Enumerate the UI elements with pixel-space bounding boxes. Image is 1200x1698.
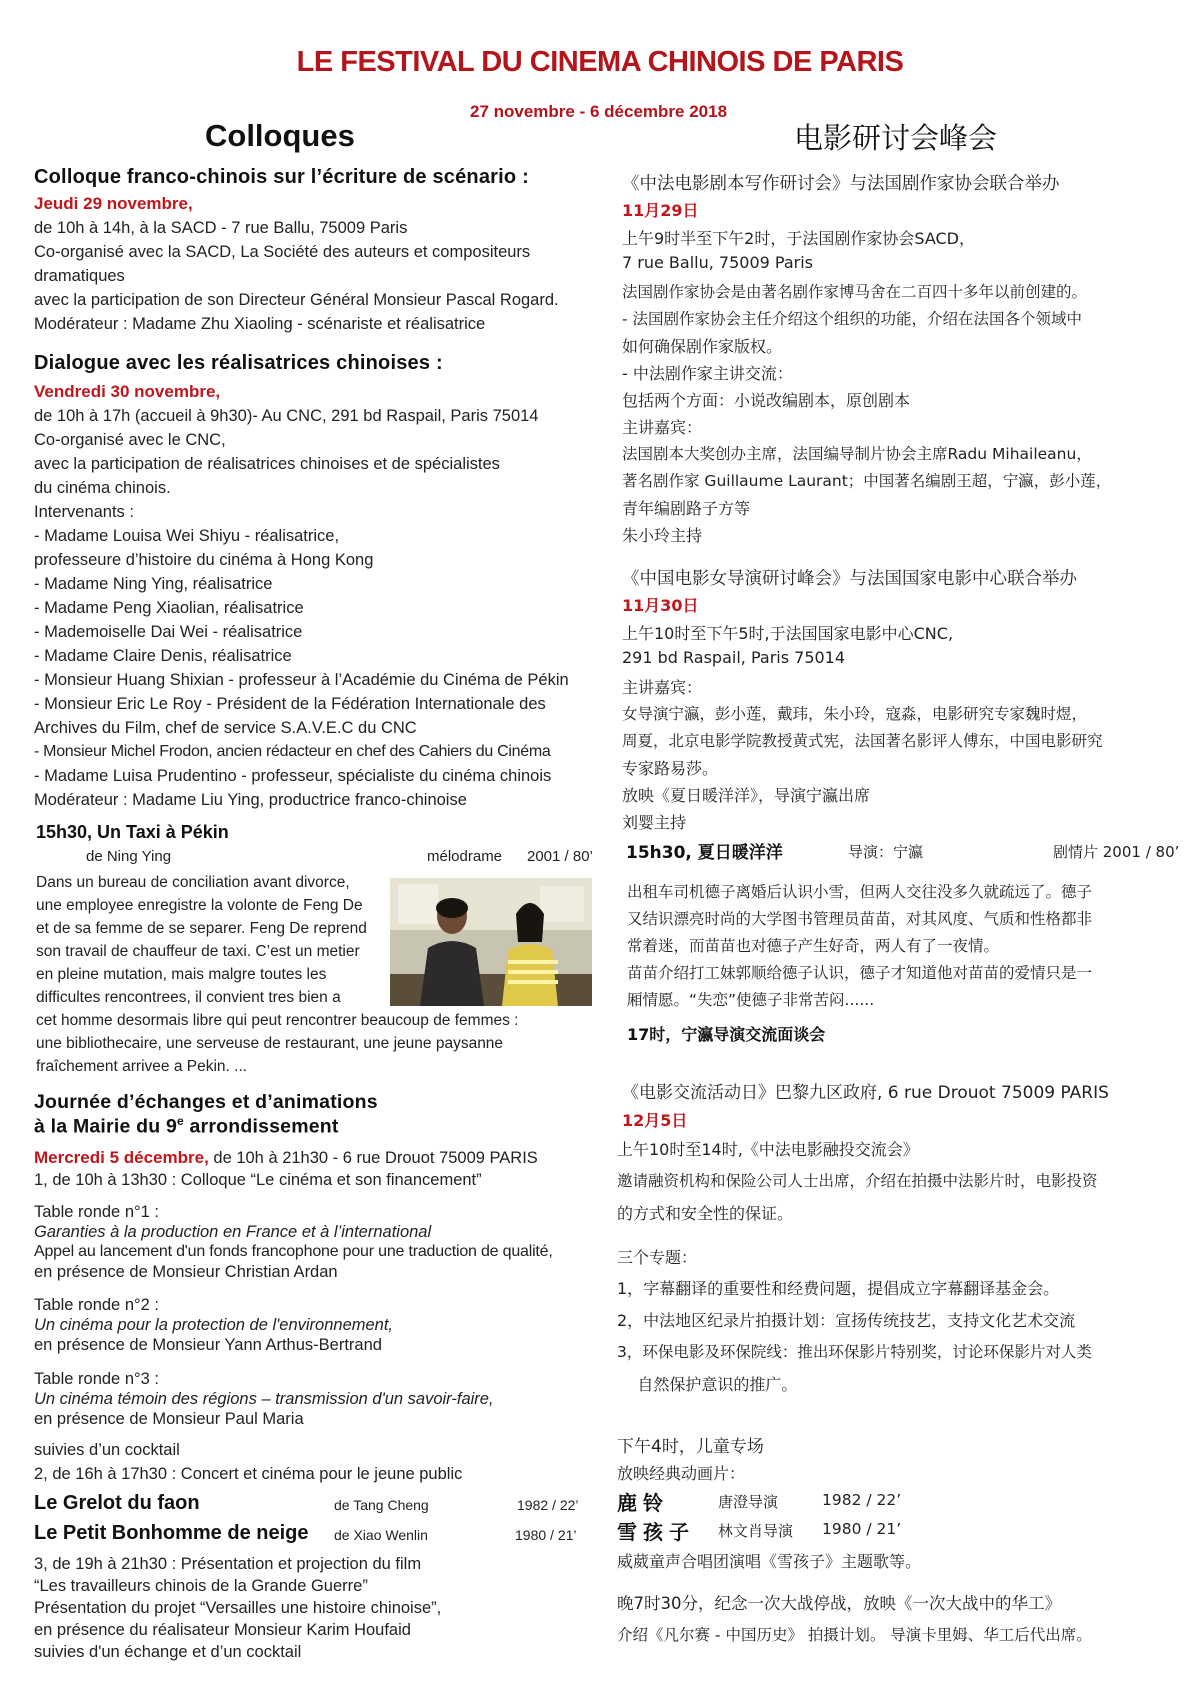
- zh-date-29: 11月29日: [622, 201, 699, 220]
- speaker-item: professeure d’histoire du cinéma à Hong Kong: [34, 551, 374, 569]
- text-line: de 10h à 14h, à la SACD - 7 rue Ballu, 75009 Paris: [34, 219, 408, 237]
- text-line: dramatiques: [34, 267, 125, 285]
- zh-choir-line: 威葳童声合唱团演唱《雪孩子》主题歌等。: [617, 1552, 922, 1571]
- zh-line: 主讲嘉宾：: [622, 678, 703, 697]
- heading-colloques: Colloques: [205, 118, 355, 153]
- synopsis-line: une employee enregistre la volonte de Feng De: [36, 897, 363, 914]
- round-table-3-label: Table ronde n°3 :: [34, 1370, 159, 1388]
- kids-film-year: 1982 / 22’: [517, 1497, 579, 1513]
- speaker-item: Archives du Film, chef de service S.A.V.E.C du CNC: [34, 719, 417, 737]
- speaker-item: - Monsieur Huang Shixian - professeur à l’Académie du Cinéma de Pékin: [34, 671, 569, 689]
- film-genre: mélodrame: [427, 848, 503, 865]
- section-date-30: Vendredi 30 novembre,: [34, 382, 221, 401]
- zh-line: 青年编剧路子方等: [622, 499, 751, 518]
- zh-kids-sub: 放映经典动画片：: [617, 1464, 746, 1483]
- text-line: avec la participation de son Directeur Général Monsieur Pascal Rogard.: [34, 291, 559, 309]
- zh-section-title-women: 《中国电影女导演研讨峰会》与法国国家电影中心联合举办: [622, 569, 1077, 589]
- zh-synopsis-line: 出租车司机德子离婚后认识小雪，但两人交往没多久就疏远了。德子: [627, 883, 1093, 901]
- film-director: de Ning Ying: [86, 848, 172, 865]
- film-still-image: [390, 878, 592, 1006]
- zh-date-5: 12月5日: [622, 1111, 688, 1130]
- zh-kids-film-director: 唐澄导演: [718, 1493, 779, 1511]
- speaker-item: - Madame Ning Ying, réalisatrice: [34, 575, 273, 593]
- zh-section-title-scenario: 《中法电影剧本写作研讨会》与法国剧作家协会联合举办: [622, 174, 1060, 194]
- mairie-sup: e: [177, 1114, 184, 1128]
- round-table-3-guest: en présence de Monsieur Paul Maria: [34, 1410, 304, 1428]
- heading-chinese: 电影研讨会峰会: [794, 121, 998, 155]
- zh-line: 法国剧作家协会是由著名剧作家博马舍在二百四十多年以前创建的。: [622, 283, 1088, 301]
- zh-kids-film-title: 雪孩子: [617, 1520, 695, 1544]
- festival-dates: 27 novembre - 6 décembre 2018: [470, 102, 728, 121]
- text-line: Co-organisé avec le CNC,: [34, 431, 226, 449]
- section-title-mairie: [34, 1114, 339, 1139]
- program-line: suivies d'un échange et d’un cocktail: [34, 1643, 302, 1661]
- kids-film-title: Le Grelot du faon: [34, 1492, 200, 1514]
- section-date-5: Mercredi 5 décembre,: [34, 1148, 209, 1167]
- date-line-5dec: [34, 1148, 538, 1168]
- round-table-1-topic: Garanties à la production en France et à l’international: [34, 1223, 432, 1241]
- zh-film-director: 导演：宁瀛: [848, 843, 924, 861]
- zh-kids-film-director: 林文肖导演: [718, 1522, 794, 1540]
- moderator-line: Modérateur : Madame Liu Ying, productrice franco-chinoise: [34, 791, 467, 809]
- text-line: Modérateur : Madame Zhu Xiaoling - scénariste et réalisatrice: [34, 315, 486, 333]
- kids-film-year: 1980 / 21’: [515, 1527, 577, 1543]
- speaker-item: - Madame Claire Denis, réalisatrice: [34, 647, 292, 665]
- text-line: Co-organisé avec la SACD, La Société des auteurs et compositeurs: [34, 243, 531, 261]
- zh-line: - 中法剧作家主讲交流：: [622, 364, 793, 383]
- zh-line: 朱小玲主持: [622, 526, 703, 545]
- synopsis-line: Dans un bureau de conciliation avant divorce,: [36, 874, 350, 891]
- synopsis-line: cet homme desormais libre qui peut rencontrer beaucoup de femmes :: [36, 1012, 519, 1029]
- zh-line: 7 rue Ballu, 75009 Paris: [622, 253, 813, 272]
- synopsis-line: son travail de chauffeur de taxi. C’est un metier: [36, 943, 360, 960]
- film-title-taxi: 15h30, Un Taxi à Pékin: [36, 822, 229, 842]
- speaker-item: - Madame Peng Xiaolian, réalisatrice: [34, 599, 304, 617]
- section-title-dialogue: Dialogue avec les réalisatrices chinoises :: [34, 352, 443, 374]
- round-table-2-guest: en présence de Monsieur Yann Arthus-Bertrand: [34, 1336, 382, 1354]
- speaker-item: - Mademoiselle Dai Wei - réalisatrice: [34, 623, 303, 641]
- zh-synopsis-line: 又结识漂亮时尚的大学图书管理员苗苗，对其风度、气质和性格都非: [627, 910, 1093, 928]
- synopsis-line: en pleine mutation, mais malgre toutes les: [36, 966, 327, 983]
- film-year: 2001 / 80’: [527, 848, 593, 865]
- text-line: de 10h à 17h (accueil à 9h30)- Au CNC, 291 bd Raspail, Paris 75014: [34, 407, 539, 425]
- kids-film-director: de Xiao Wenlin: [334, 1527, 428, 1543]
- section-title-scenario: Colloque franco-chinois sur l’écriture de scénario :: [34, 166, 529, 188]
- zh-kids-film-year: 1982 / 22’: [822, 1491, 902, 1509]
- cocktail-line: suivies d’un cocktail: [34, 1441, 180, 1459]
- zh-line: 如何确保剧作家版权。: [622, 337, 783, 356]
- program-line: Présentation du projet “Versailles une histoire chinoise”,: [34, 1599, 442, 1617]
- date-rest: de 10h à 21h30 - 6 rue Drouot 75009 PARIS: [208, 1149, 538, 1167]
- zh-line: 专家路易莎。: [622, 759, 719, 778]
- zh-line: 291 bd Raspail, Paris 75014: [622, 648, 846, 667]
- zh-synopsis-line: 常着迷，而苗苗也对德子产生好奇，两人有了一夜情。: [627, 937, 1000, 955]
- zh-topic-item: 2，中法地区纪录片拍摄计划：宣扬传统技艺，支持文化艺术交流: [617, 1311, 1076, 1330]
- zh-line: 邀请融资机构和保险公司人士出席，介绍在拍摄中法影片时，电影投资: [617, 1172, 1098, 1190]
- synopsis-line: difficultes rencontrees, il convient tres bien a: [36, 989, 341, 1006]
- speaker-item: - Monsieur Michel Frodon, ancien rédacteur en chef des Cahiers du Cinéma: [34, 743, 551, 760]
- zh-line: 上午9时半至下午2时，于法国剧作家协会SACD，: [622, 229, 975, 248]
- zh-topic-item: 自然保护意识的推广。: [617, 1375, 798, 1394]
- program-line: “Les travailleurs chinois de la Grande Guerre”: [34, 1577, 368, 1595]
- mairie-text-b: arrondissement: [183, 1115, 339, 1138]
- mairie-text-a: à la Mairie du 9: [34, 1115, 178, 1138]
- text-line: avec la participation de réalisatrices chinoises et de spécialistes: [34, 455, 500, 473]
- round-table-1-guest: en présence de Monsieur Christian Ardan: [34, 1263, 338, 1281]
- zh-topics-title: 三个专题：: [617, 1248, 698, 1267]
- speaker-item: - Madame Louisa Wei Shiyu - réalisatrice,: [34, 527, 340, 545]
- program-line: 2, de 16h à 17h30 : Concert et cinéma pour le jeune public: [34, 1465, 463, 1483]
- zh-line: 放映《夏日暖洋洋》，导演宁瀛出席: [622, 786, 871, 805]
- zh-kids-title: 下午4时，儿童专场: [617, 1437, 764, 1457]
- program-line: 3, de 19h à 21h30 : Présentation et projection du film: [34, 1555, 422, 1573]
- zh-synopsis-line: 厢情愿。“失恋”使德子非常苦闷......: [627, 991, 875, 1009]
- text-line: Intervenants :: [34, 503, 134, 521]
- speaker-item: - Monsieur Eric Le Roy - Président de la Fédération Internationale des: [34, 695, 546, 713]
- zh-line: 主讲嘉宾：: [622, 418, 703, 437]
- zh-line: - 法国剧作家协会主任介绍这个组织的功能，介绍在法国各个领域中: [622, 310, 1083, 328]
- speaker-item: - Madame Luisa Prudentino - professeur, spécialiste du cinéma chinois: [34, 767, 552, 785]
- zh-talk-line: 17时，宁瀛导演交流面谈会: [627, 1025, 826, 1044]
- round-table-1-desc: Appel au lancement d'un fonds francophone pour une traduction de qualité,: [34, 1243, 553, 1260]
- festival-title: LE FESTIVAL DU CINEMA CHINOIS DE PARIS: [296, 46, 904, 78]
- zh-kids-film-title: 鹿铃: [617, 1491, 669, 1515]
- film-still-illustration: [390, 878, 592, 1006]
- zh-film-title: 15h30, 夏日暖洋洋: [626, 843, 783, 863]
- zh-evening-line-2: 介绍《凡尔赛 - 中国历史》 拍摄计划。 导演卡里姆、华工后代出席。: [617, 1626, 1092, 1644]
- synopsis-line: une bibliothecaire, une serveuse de restaurant, une jeune paysanne: [36, 1035, 504, 1052]
- zh-line: 女导演宁瀛，彭小莲，戴玮，朱小玲，寇淼，电影研究专家魏时煜，: [622, 705, 1088, 723]
- synopsis-line: fraîchement arrivee a Pekin. ...: [36, 1058, 248, 1075]
- zh-topic-item: 1，字幕翻译的重要性和经费问题，提倡成立字幕翻译基金会。: [617, 1279, 1060, 1298]
- zh-film-genre-year: 剧情片 2001 / 80’: [1053, 843, 1180, 861]
- round-table-2-label: Table ronde n°2 :: [34, 1296, 159, 1314]
- kids-film-title: Le Petit Bonhomme de neige: [34, 1522, 309, 1544]
- synopsis-line: et de sa femme de se separer. Feng De reprend: [36, 920, 367, 937]
- program-line: en présence du réalisateur Monsieur Karim Houfaid: [34, 1621, 411, 1639]
- zh-line: 周夏，北京电影学院教授黄式宪，法国著名影评人傅东，中国电影研究: [622, 732, 1103, 750]
- text-line: du cinéma chinois.: [34, 479, 171, 497]
- program-line: 1, de 10h à 13h30 : Colloque “Le cinéma et son financement”: [34, 1171, 482, 1189]
- zh-line: 上午10时至下午5时,于法国国家电影中心CNC,: [622, 624, 954, 643]
- zh-line: 包括两个方面：小说改编剧本，原创剧本: [622, 391, 911, 410]
- zh-section-title-day: 《电影交流活动日》巴黎九区政府, 6 rue Drouot 75009 PARIS: [622, 1083, 1109, 1103]
- kids-film-director: de Tang Cheng: [334, 1497, 429, 1513]
- zh-synopsis-line: 苗苗介绍打工妹郭顺给德子认识，德子才知道他对苗苗的爱情只是一: [627, 964, 1093, 982]
- round-table-3-topic: Un cinéma témoin des régions – transmission d'un savoir-faire,: [34, 1390, 494, 1408]
- zh-kids-film-year: 1980 / 21’: [822, 1520, 902, 1538]
- zh-line: 刘婴主持: [622, 813, 687, 832]
- zh-line: 著名剧作家 Guillaume Laurant；中国著名编剧王超，宁瀛，彭小莲，: [622, 472, 1112, 490]
- round-table-1-label: Table ronde n°1 :: [34, 1203, 159, 1221]
- zh-evening-line: 晚7时30分，纪念一次大战停战，放映《一次大战中的华工》: [617, 1594, 1061, 1613]
- zh-line: 法国剧本大奖创办主席，法国编导制片协会主席Radu Mihaileanu，: [622, 445, 1092, 463]
- zh-date-30: 11月30日: [622, 596, 699, 615]
- zh-line: 的方式和安全性的保证。: [617, 1204, 794, 1223]
- zh-line: 上午10时至14时,《中法电影融投交流会》: [617, 1140, 919, 1159]
- round-table-2-topic: Un cinéma pour la protection de l'environnement,: [34, 1316, 394, 1334]
- section-title-journee: Journée d’échanges et d’animations: [34, 1091, 378, 1113]
- zh-topic-item: 3，环保电影及环保院线：推出环保影片特别奖，讨论环保影片对人类: [617, 1343, 1092, 1361]
- section-date-29: Jeudi 29 novembre,: [34, 194, 193, 213]
